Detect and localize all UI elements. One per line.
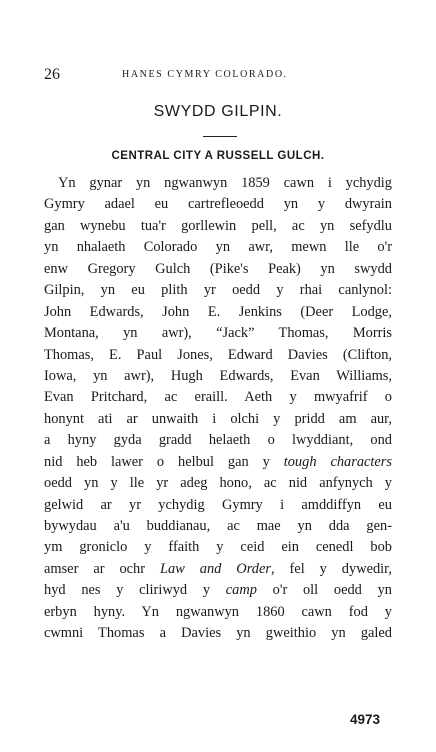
text-line [44,559,392,580]
text-segment: hyd nes y cliriwyd y [44,582,226,599]
text-segment: John Edwards, John E. Jenkins (Deer Lodge, [44,303,392,320]
text-line [44,580,392,601]
title-rule [203,136,237,137]
italic-phrase: camp [225,582,257,599]
text-segment: Iowa, yn awr), Hugh Edwards, Evan Williams, [44,367,392,384]
page-header [44,66,394,86]
text-segment: Thomas, E. Paul Jones, Edward Davies (Clifton, [44,346,392,363]
text-segment: Evan Pritchard, ac eraill. Aeth y mwyafrif o [44,389,392,406]
italic-phrase: tough characters [283,453,392,470]
text-segment: yn nhalaeth Colorado yn awr, mewn lle o'r [44,239,392,256]
text-segment: , fel y dywedir, [270,560,392,577]
text-line [44,259,392,280]
text-segment: bywydau a'u buddianau, ac mae yn dda gen- [44,518,392,534]
text-line [44,602,392,623]
text-line [44,237,392,258]
text-segment: Gilpin, yn eu plith yr oedd y rhai canlynol: [44,282,392,299]
text-line [44,623,392,644]
text-segment: gelwid ar yr ychydig Gymry i amddiffyn eu [44,496,392,513]
text-line [44,173,392,194]
text-segment: gan wynebu tua'r gorllewin pell, ac yn sefydlu [44,217,392,234]
page-number: 26 [44,66,60,83]
text-segment: Yn gynar yn ngwanwyn 1859 cawn i ychydig [58,175,392,191]
text-line [44,323,392,344]
text-line [44,216,392,237]
text-line [44,345,392,366]
text-segment: cwmni Thomas a Davies yn gweithio yn galed [44,625,392,642]
text-line [44,366,392,387]
text-line [44,452,392,473]
footer-number: 4973 [350,712,381,727]
running-head: HANES CYMRY COLORADO. [122,69,288,80]
text-segment: nid heb lawer o helbul gan y [44,453,284,470]
body-text [44,173,392,645]
text-line [44,194,392,215]
text-segment: enw Gregory Gulch (Pike's Peak) yn swydd [44,260,392,277]
text-line [44,473,392,494]
text-line [44,302,392,323]
text-segment: o'r oll oedd yn [256,582,392,599]
text-line [44,516,392,537]
text-line [44,495,392,516]
text-segment: amser ar ochr [44,560,160,577]
italic-phrase: Law and Order [160,560,271,577]
text-segment: Montana, yn awr), “Jack” Thomas, Morris [44,325,392,342]
text-segment: oedd yn y lle yr adeg hono, ac nid anfynych y [44,475,392,492]
text-segment: ym groniclo y ffaith y ceid ein cenedl bob [44,539,392,556]
text-segment: honynt ati ar unwaith i olchi y pridd am aur, [44,410,392,427]
text-line [44,430,392,451]
text-segment: a hyny gyda gradd helaeth o lwyddiant, ond [44,432,392,449]
section-title: SWYDD GILPIN. [153,103,283,120]
text-segment: erbyn hyny. Yn ngwanwyn 1860 cawn fod y [44,603,392,620]
text-line [44,387,392,408]
section-subtitle: CENTRAL CITY A RUSSELL GULCH. [111,150,325,162]
text-line [44,537,392,558]
text-line [44,409,392,430]
text-line [44,280,392,301]
text-segment: Gymry adael eu cartrefleoedd yn y dwyrain [44,196,392,213]
